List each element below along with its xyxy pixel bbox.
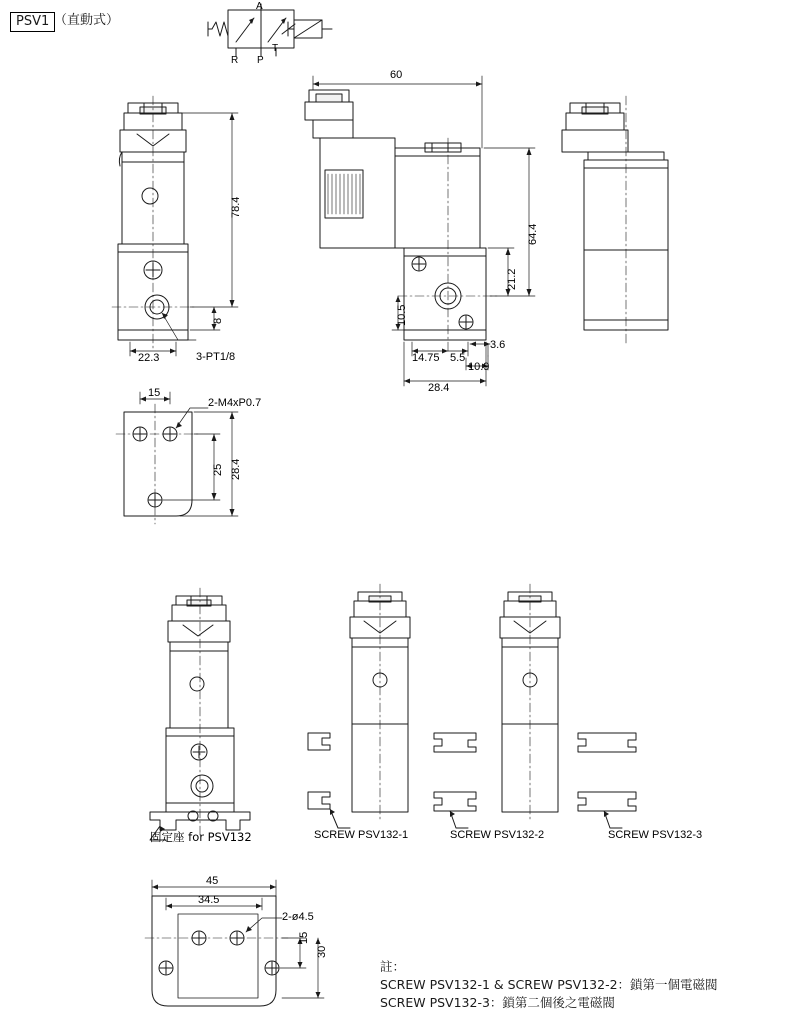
notes-block: [380, 958, 718, 1012]
note-line-2: SCREW PSV132-3：鎖第二個後之電磁閥: [380, 995, 615, 1011]
mounting-plate-view: [116, 404, 200, 524]
dim-base-w345: 34.5: [198, 894, 220, 906]
callout-hole-dia: 2-ø4.5: [282, 911, 314, 923]
dim-side-mid: 21.2: [506, 268, 518, 290]
dim-base-w45: 45: [206, 875, 219, 887]
dim-base-h15: 15: [298, 931, 310, 944]
base-plate-view: [145, 896, 288, 1006]
side-view: [562, 96, 668, 345]
dim-front-height: 78.4: [230, 196, 242, 218]
dim-side-total: 28.4: [428, 382, 450, 394]
screw-set-2: [434, 733, 476, 828]
dim-plate-h284: 28.4: [230, 458, 242, 480]
dim-side-d: 10.9: [468, 361, 490, 373]
schematic-port-a-label: A: [256, 1, 263, 12]
callout-screw-2: SCREW PSV132-2: [450, 829, 545, 841]
callout-screw-1: SCREW PSV132-1: [314, 829, 409, 841]
callout-bracket: 固定座 for PSV132: [150, 830, 252, 844]
dim-side-b: 5.5: [450, 352, 466, 364]
callout-thread-m4: 2-M4xP0.7: [208, 397, 262, 409]
dim-front-low: 8: [212, 317, 224, 324]
schematic-port-p-label: P: [257, 55, 264, 66]
notes-heading: 註：: [380, 959, 406, 974]
dim-plate-h25: 25: [212, 463, 224, 476]
schematic-port-r-label: R: [231, 55, 239, 66]
dim-side-a: 14.75: [412, 352, 440, 364]
dim-side-c: 3.6: [490, 339, 506, 351]
screw-set-3: [578, 733, 636, 828]
dim-side-low: 10.5: [396, 304, 408, 326]
callout-thread-pt: 3-PT1/8: [196, 351, 236, 363]
assembly-view-valve-3: [500, 584, 560, 822]
page-title: PSV1: [10, 12, 55, 32]
assembly-view-bracket: [150, 588, 250, 840]
callout-screw-3: SCREW PSV132-3: [608, 829, 703, 841]
dim-top-width: 60: [390, 69, 403, 81]
front-view: [112, 96, 196, 350]
assembly-view-valve-2: [350, 584, 410, 822]
note-line-1: SCREW PSV132-1 & SCREW PSV132-2：鎖第一個電磁閥: [380, 977, 718, 993]
screw-set-1: [308, 733, 350, 828]
dim-front-width: 22.3: [138, 352, 160, 364]
schematic-port-t-label: T: [272, 43, 279, 54]
dim-plate-width: 15: [148, 387, 161, 399]
page-title-suffix: （直動式）: [54, 13, 120, 28]
dim-side-height: 64.4: [527, 223, 539, 245]
dim-base-h30: 30: [316, 945, 328, 958]
valve-schematic-symbol: [208, 1, 332, 56]
